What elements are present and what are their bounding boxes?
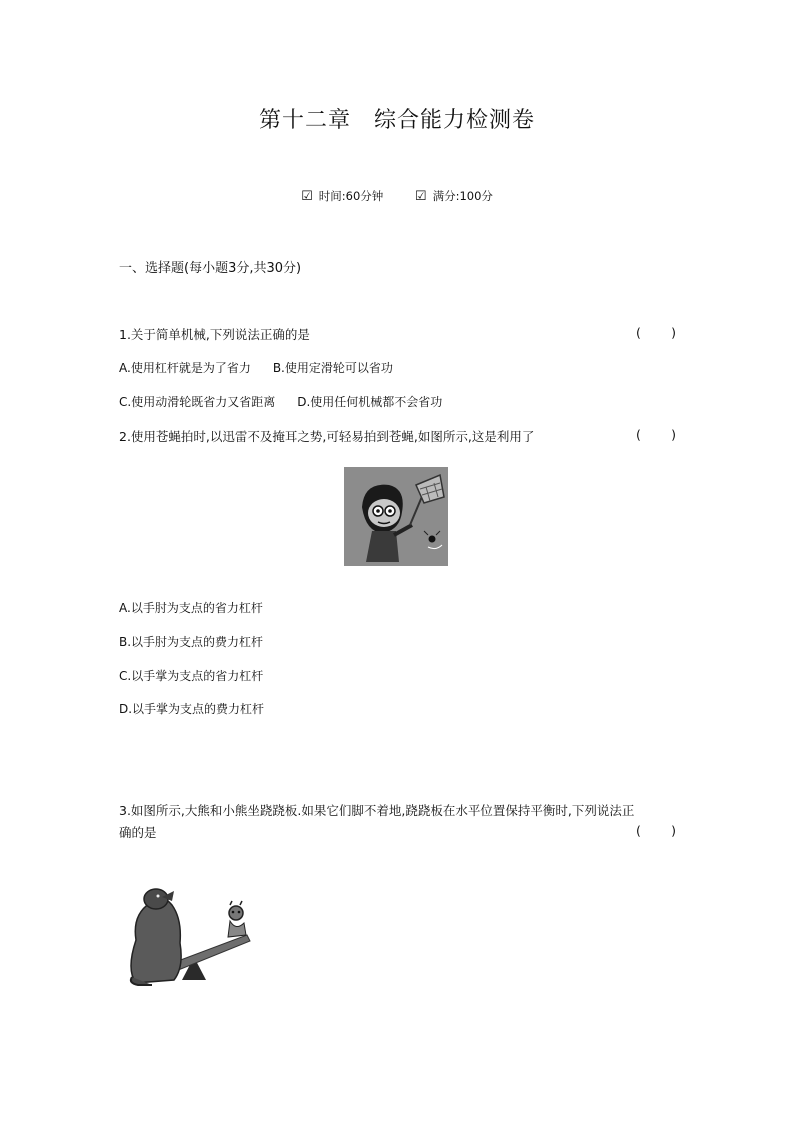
seesaw-bears-illustration [122, 885, 262, 990]
score-info [415, 188, 493, 204]
paren-close: ) [671, 325, 676, 340]
answer-blank-3 [636, 823, 676, 838]
section-heading: 一、选择题(每小题3分,共30分) [119, 261, 302, 276]
question-1-stem: 1.关于简单机械,下列说法正确的是 [119, 327, 310, 342]
question-2-stem: 2.使用苍蝇拍时,以迅雷不及掩耳之势,可轻易拍到苍蝇,如图所示,这是利用了 [119, 429, 535, 444]
question-3-stem-line1: 3.如图所示,大熊和小熊坐跷跷板.如果它们脚不着地,跷跷板在水平位置保持平衡时,下列说法正 [119, 803, 635, 818]
paren-close: ) [671, 823, 676, 838]
checkbox-icon: ☑ [414, 189, 427, 204]
paren-open: ( [636, 325, 641, 340]
flyswatter-illustration [344, 467, 448, 566]
question-2-option-c: C.以手掌为支点的省力杠杆 [119, 669, 264, 683]
question-2-option-a: A.以手肘为支点的省力杠杆 [119, 601, 263, 615]
page-title: 第十二章 综合能力检测卷 [258, 108, 535, 133]
paren-open: ( [636, 823, 641, 838]
answer-blank-1 [636, 325, 676, 340]
score-label: 满分:100分 [432, 189, 493, 203]
option-b: B.使用定滑轮可以省功 [272, 361, 393, 375]
option-c: C.使用动滑轮既省力又省距离 [119, 395, 276, 409]
exam-meta [0, 188, 794, 204]
answer-blank-2 [636, 427, 676, 442]
option-d: D.使用任何机械都不会省功 [297, 395, 443, 409]
seesaw-figure-svg [122, 885, 262, 990]
flyswatter-figure-svg [344, 467, 448, 566]
question-1-options-row2 [119, 393, 464, 410]
time-info [301, 188, 383, 204]
question-1-options-row1 [119, 359, 415, 376]
checkbox-icon: ☑ [301, 189, 313, 204]
time-label: 时间:60分钟 [318, 189, 384, 203]
paren-close: ) [671, 427, 676, 442]
question-2-option-b: B.以手肘为支点的费力杠杆 [119, 635, 264, 649]
option-a: A.使用杠杆就是为了省力 [119, 361, 251, 375]
question-2-option-d: D.以手掌为支点的费力杠杆 [119, 702, 265, 716]
paren-open: ( [636, 427, 641, 442]
question-3-stem-line2: 确的是 [119, 825, 157, 840]
